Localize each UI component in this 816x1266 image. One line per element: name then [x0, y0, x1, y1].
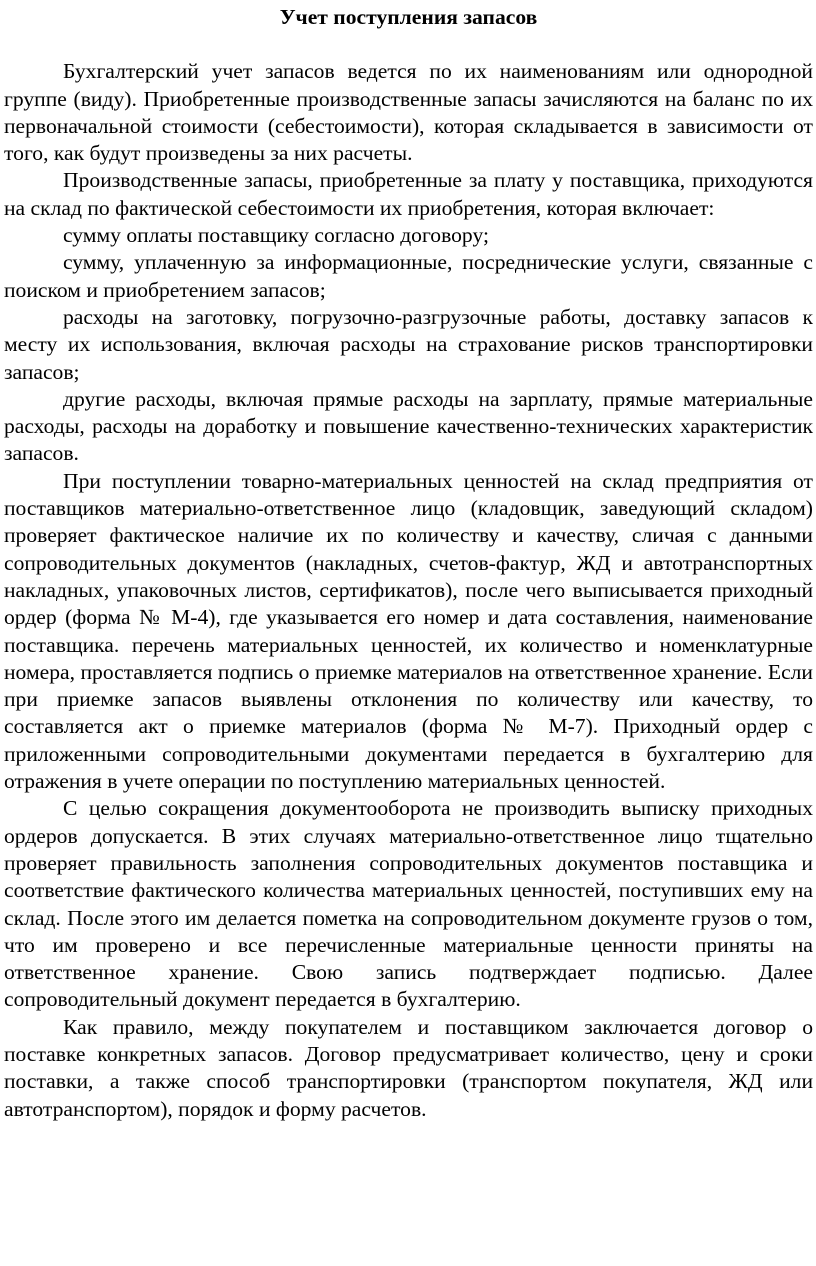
list-item-intermediary-services: сумму, уплаченную за информационные, посреднические услуги, связанные с поиском и приобретением запасов;: [4, 250, 813, 302]
paragraph-intro: Бухгалтерский учет запасов ведется по их наименованиям или однородной группе (виду). Приобретенные производственные запасы зачисляются на баланс по их первоначальной стоимости (себестоимости), которая складывается в зависимости от того, как будут произведены за них расчеты.: [4, 59, 813, 166]
list-item-procurement-costs: расходы на заготовку, погрузочно-разгрузочные работы, доставку запасов к месту их использования, включая расходы на страхование рисков транспортировки запасов;: [4, 304, 813, 384]
page-title: Учет поступления запасов: [279, 5, 538, 29]
paragraph-document-reduction: С целью сокращения документооборота не производить выписку приходных ордеров допускается. В этих случаях материально-ответственное лицо тщательно проверяет правильность заполнения сопроводительных документов поставщика и соответствие фактического количества материальных ценностей, поступивших ему на склад. После этого им делается пометка на сопроводительном документе грузов о том, что им проверено и все перечисленные материальные ценности приняты на ответственное хранение. Свою запись подтверждает подписью. Далее сопроводительный документ передается в бухгалтерию.: [4, 796, 813, 1012]
paragraph-receipt-procedure: При поступлении товарно-материальных ценностей на склад предприятия от поставщиков материально-ответственное лицо (кладовщик, заведующий складом) проверяет фактическое наличие их по количеству и качеству, сличая с данными сопроводительных документов (накладных, счетов-фактур, ЖД и автотранспортных накладных, упаковочных листов, сертификатов), после чего выписывается приходный ордер (форма № М-4), где указывается его номер и дата составления, наименование поставщика. перечень материальных ценностей, их количество и номенклатурные номера, проставляется подпись о приемке материалов на ответственное хранение. Если при приемке запасов выявлены отклонения по количеству или качеству, то составляется акт о приемке материалов (форма № М-7). Приходный ордер с приложенными сопроводительными документами передается в бухгалтерию для отражения в учете операции по поступлению материальных ценностей.: [4, 468, 813, 794]
list-item-other-costs: другие расходы, включая прямые расходы на зарплату, прямые материальные расходы, расходы на доработку и повышение качественно-технических характеристик запасов.: [4, 386, 813, 466]
list-item-supplier-payment: сумму оплаты поставщику согласно договору;: [63, 223, 489, 248]
paragraph-supply-contract: Как правило, между покупателем и поставщиком заключается договор о поставке конкретных запасов. Договор предусматривает количество, цену и сроки поставки, а также способ транспортировки (транспортом покупателя, ЖД или автотранспортом), порядок и форму расчетов.: [4, 1014, 813, 1121]
paragraph-cost-composition: Производственные запасы, приобретенные за плату у поставщика, приходуются на склад по фактической себестоимости их приобретения, которая включает:: [4, 168, 813, 220]
